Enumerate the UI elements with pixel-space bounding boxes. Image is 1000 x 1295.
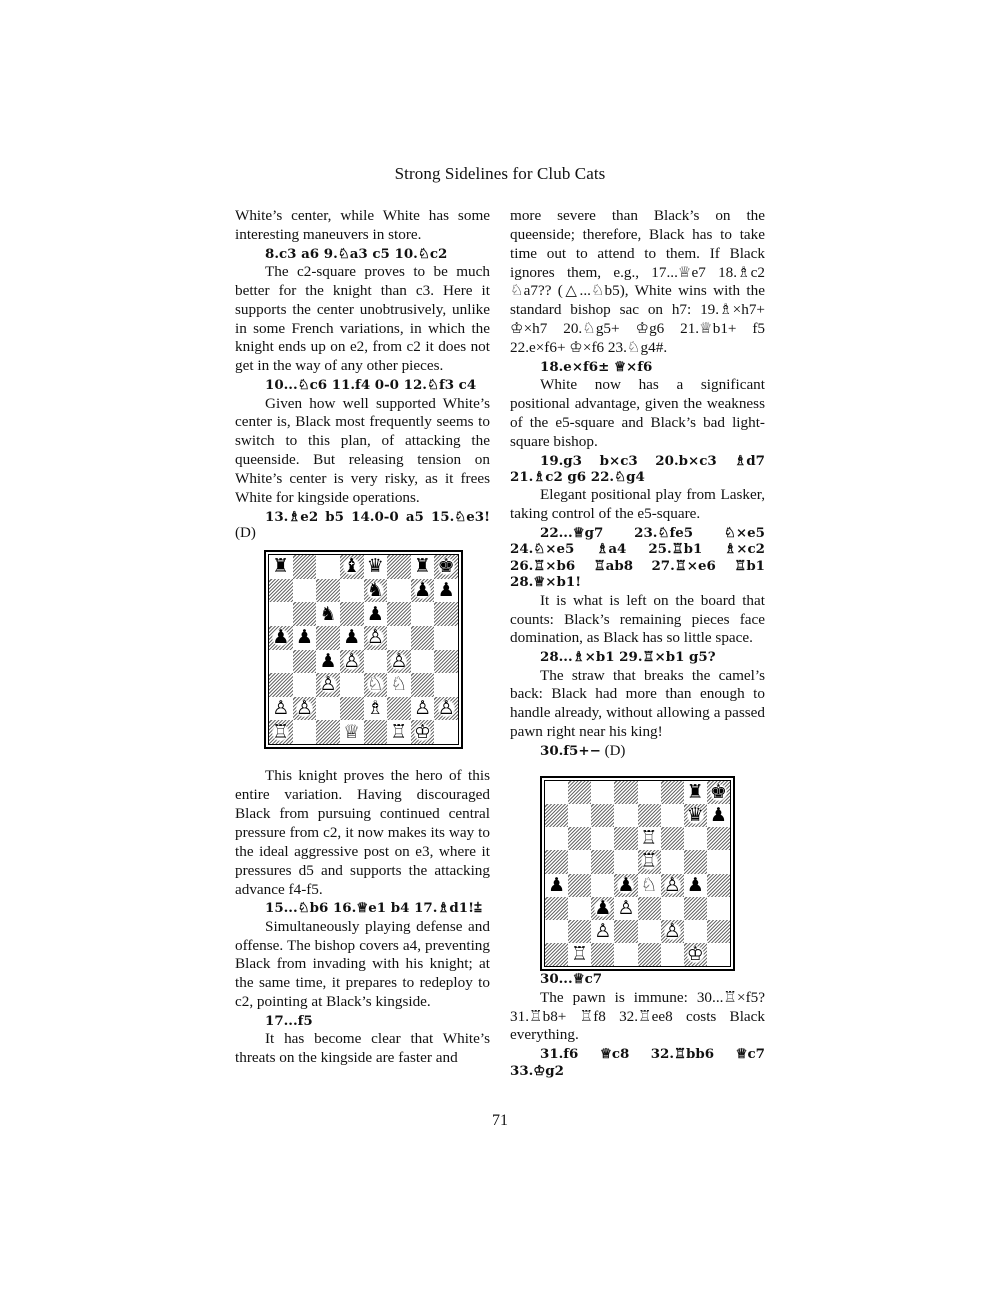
- board-square: [434, 650, 458, 674]
- board-square: [568, 804, 591, 827]
- board-square: [316, 555, 340, 579]
- white-bishop-icon: ♗: [366, 697, 384, 720]
- board-square: [568, 827, 591, 850]
- black-pawn-icon: ♟: [548, 873, 566, 896]
- move-text: 31.f6 ♕c8 32.♖bb6 ♕c7 33.♔g2: [510, 1046, 765, 1079]
- board-square: [684, 943, 707, 966]
- white-pawn-icon: ♙: [663, 919, 681, 942]
- move-text: 15...♘b6 16.♕e1 b4 17.♗d1!⩲: [265, 900, 482, 917]
- black-rook-icon: ♜: [686, 781, 704, 804]
- black-pawn-icon: ♟: [437, 578, 455, 601]
- board-square: [568, 943, 591, 966]
- move-line: [510, 359, 765, 375]
- board-square: [684, 850, 707, 873]
- board-square: [411, 602, 435, 626]
- board-square: [364, 602, 388, 626]
- move-line: [510, 743, 765, 759]
- board-square: [293, 673, 317, 697]
- white-king-icon: ♔: [414, 720, 432, 743]
- white-pawn-icon: ♙: [272, 697, 290, 720]
- body-paragraph: It has become clear that White’s threats on the kingside are faster and: [235, 1030, 490, 1067]
- white-pawn-icon: ♙: [366, 626, 384, 649]
- board-square: [364, 626, 388, 650]
- board-square: [638, 781, 661, 804]
- black-pawn-icon: ♟: [295, 626, 313, 649]
- white-pawn-icon: ♙: [295, 697, 313, 720]
- black-rook-icon: ♜: [272, 555, 290, 578]
- body-paragraph: It is what is left on the board that counts: Black’s remaining pieces face domination, as Black has so little space.: [510, 591, 765, 647]
- board-square: [614, 804, 637, 827]
- white-pawn-icon: ♙: [390, 649, 408, 672]
- board-square: [364, 650, 388, 674]
- board-square: [545, 920, 568, 943]
- board-square: [434, 555, 458, 579]
- board-square: [591, 920, 614, 943]
- board-square: [340, 650, 364, 674]
- board-square: [434, 720, 458, 744]
- board-square: [293, 602, 317, 626]
- board-square: [614, 850, 637, 873]
- board-square: [568, 850, 591, 873]
- white-rook-icon: ♖: [390, 720, 408, 743]
- board-square: [269, 673, 293, 697]
- board-square: [269, 626, 293, 650]
- board-square: [434, 697, 458, 721]
- black-pawn-icon: ♟: [414, 578, 432, 601]
- board-square: [661, 897, 684, 920]
- board-square: [316, 697, 340, 721]
- black-pawn-icon: ♟: [272, 626, 290, 649]
- diagram-marker: (D): [235, 525, 256, 542]
- black-pawn-icon: ♟: [366, 602, 384, 625]
- board-square: [340, 602, 364, 626]
- board-square: [293, 697, 317, 721]
- board-square: [707, 827, 730, 850]
- board-square: [364, 720, 388, 744]
- move-line: [235, 1013, 490, 1029]
- board-square: [387, 579, 411, 603]
- white-pawn-icon: ♙: [319, 673, 337, 696]
- move-text: 8.c3 a6 9.♘a3 c5 10.♘c2: [265, 245, 448, 262]
- board-square: [591, 943, 614, 966]
- board-square: [661, 850, 684, 873]
- board-square: [684, 781, 707, 804]
- chess-diagram-2: [544, 780, 731, 967]
- page-number: 71: [492, 1112, 508, 1129]
- board-square: [638, 897, 661, 920]
- board-square: [269, 720, 293, 744]
- board-square: [364, 579, 388, 603]
- move-line: [510, 649, 765, 665]
- board-square: [387, 626, 411, 650]
- move-text: 17...f5: [265, 1012, 313, 1029]
- board-square: [316, 650, 340, 674]
- board-square: [568, 781, 591, 804]
- board-square: [638, 850, 661, 873]
- board-square: [411, 579, 435, 603]
- board-square: [411, 720, 435, 744]
- board-square: [293, 626, 317, 650]
- board-square: [387, 602, 411, 626]
- body-paragraph: The straw that breaks the camel’s back: Black had more than enough to handle already, without allowing a passed pawn right near his king!: [510, 666, 765, 741]
- move-text: 13.♗e2 b5 14.0-0 a5 15.♘e3!: [265, 508, 490, 525]
- board-square: [340, 555, 364, 579]
- board-square: [293, 650, 317, 674]
- white-pawn-icon: ♙: [594, 919, 612, 942]
- board-square: [591, 827, 614, 850]
- move-text: 18.e×f6± ♕×f6: [540, 358, 653, 375]
- board-square: [387, 720, 411, 744]
- white-knight-icon: ♘: [366, 673, 384, 696]
- board-square: [545, 781, 568, 804]
- board-square: [614, 827, 637, 850]
- board-square: [545, 804, 568, 827]
- board-square: [269, 602, 293, 626]
- board-square: [638, 827, 661, 850]
- diagram-marker: (D): [600, 742, 626, 759]
- board-square: [684, 920, 707, 943]
- board-square: [434, 602, 458, 626]
- board-square: [707, 781, 730, 804]
- white-rook-icon: ♖: [640, 827, 658, 850]
- move-text: 19.g3 b×c3 20.b×c3 ♗d7 21.♗c2 g6 22.♘g4: [510, 452, 765, 485]
- board-square: [684, 874, 707, 897]
- move-line: [510, 971, 765, 987]
- board-square: [411, 697, 435, 721]
- move-text: 10...♘c6 11.f4 0-0 12.♘f3 c4: [265, 377, 477, 394]
- black-queen-icon: ♛: [366, 555, 384, 578]
- board-square: [293, 555, 317, 579]
- board-square: [340, 626, 364, 650]
- white-rook-icon: ♖: [571, 942, 589, 965]
- board-square: [364, 555, 388, 579]
- body-paragraph: Simultaneously playing defense and offense. The bishop covers a4, preventing Black from invading with his knight; at the same time, it prepares to redeploy to c2, pointing at Black’s kingside.: [235, 917, 490, 1011]
- chess-diagram-1: [268, 554, 459, 745]
- board-square: [684, 827, 707, 850]
- board-square: [364, 697, 388, 721]
- board-square: [434, 579, 458, 603]
- board-square: [340, 720, 364, 744]
- move-line: [235, 246, 490, 262]
- board-square: [568, 920, 591, 943]
- black-pawn-icon: ♟: [319, 649, 337, 672]
- white-queen-icon: ♕: [343, 720, 361, 743]
- white-pawn-icon: ♙: [414, 697, 432, 720]
- move-line: [235, 377, 490, 393]
- white-rook-icon: ♖: [272, 720, 290, 743]
- board-square: [545, 897, 568, 920]
- board-square: [591, 781, 614, 804]
- white-rook-icon: ♖: [640, 850, 658, 873]
- move-line: [235, 900, 490, 916]
- board-square: [340, 579, 364, 603]
- board-square: [684, 897, 707, 920]
- board-square: [387, 697, 411, 721]
- board-square: [614, 920, 637, 943]
- board-square: [434, 626, 458, 650]
- board-square: [545, 827, 568, 850]
- board-square: [387, 673, 411, 697]
- move-line: [510, 525, 765, 591]
- board-square: [545, 943, 568, 966]
- board-square: [591, 897, 614, 920]
- board-square: [707, 850, 730, 873]
- white-king-icon: ♔: [686, 942, 704, 965]
- body-paragraph: White now has a significant positional advantage, given the weakness of the e5-square and Black’s bad light-square bishop.: [510, 376, 765, 450]
- body-paragraph: White’s center, while White has some interesting maneuvers in store.: [235, 207, 490, 243]
- white-pawn-icon: ♙: [343, 649, 361, 672]
- white-pawn-icon: ♙: [663, 873, 681, 896]
- board-square: [661, 804, 684, 827]
- board-square: [638, 804, 661, 827]
- board-square: [707, 804, 730, 827]
- black-pawn-icon: ♟: [709, 804, 727, 827]
- board-square: [614, 874, 637, 897]
- body-paragraph: This knight proves the hero of this entire variation. Having discouraged Black from pursuing continued central pressure from c2, it now makes its way to the ideal aggressive post on e3, where it pressures d5 and supports the attacking advance f4-f5.: [235, 767, 490, 898]
- board-square: [269, 697, 293, 721]
- white-pawn-icon: ♙: [437, 697, 455, 720]
- board-square: [591, 874, 614, 897]
- black-king-icon: ♚: [709, 781, 727, 804]
- black-pawn-icon: ♟: [617, 873, 635, 896]
- board-square: [568, 897, 591, 920]
- board-square: [661, 943, 684, 966]
- board-square: [411, 650, 435, 674]
- board-square: [316, 602, 340, 626]
- board-square: [316, 673, 340, 697]
- board-square: [269, 579, 293, 603]
- body-paragraph: The c2-square proves to be much better for the knight than c3. Here it supports the center unobtrusively, unlike in some French variations, in which the knight ends up on e2, from c2 it does not get in the way of any other pieces.: [235, 263, 490, 375]
- move-line: [510, 453, 765, 486]
- move-line: [235, 509, 490, 542]
- black-king-icon: ♚: [437, 555, 455, 578]
- running-header: Strong Sidelines for Club Cats: [394, 164, 606, 183]
- board-square: [411, 673, 435, 697]
- board-square: [614, 943, 637, 966]
- board-square: [661, 920, 684, 943]
- board-square: [387, 555, 411, 579]
- board-square: [411, 626, 435, 650]
- move-text: 30...♕c7: [540, 971, 603, 988]
- board-square: [568, 874, 591, 897]
- body-paragraph: Given how well supported White’s center is, Black most frequently seems to switch to this plan, of attacking the queenside. But releasing tension on White’s center is very risky, as it frees White for kingside operations.: [235, 394, 490, 506]
- white-pawn-icon: ♙: [617, 896, 635, 919]
- black-pawn-icon: ♟: [343, 626, 361, 649]
- board-square: [614, 897, 637, 920]
- body-paragraph: The pawn is immune: 30...♖×f5? 31.♖b8+ ♖f8 32.♖ee8 costs Black everything.: [510, 988, 765, 1044]
- board-square: [434, 673, 458, 697]
- black-rook-icon: ♜: [414, 555, 432, 578]
- body-paragraph: more severe than Black’s on the queenside; therefore, Black has to take time out to attend to them. If Black ignores them, e.g., 17...♕e7 18.♗c2 ♘a7?? (△...♘b5), White wins with the standard bishop sac on h7: 19.♗×h7+ ♔×h7 20.♘g5+ ♔g6 21.♕b1+ f5 22.e×f6+ ♔×f6 23.♘g4#.: [510, 207, 765, 356]
- board-square: [316, 626, 340, 650]
- board-square: [707, 920, 730, 943]
- black-bishop-icon: ♝: [343, 555, 361, 578]
- board-square: [269, 650, 293, 674]
- board-square: [661, 781, 684, 804]
- board-square: [661, 827, 684, 850]
- white-knight-icon: ♘: [640, 873, 658, 896]
- board-square: [707, 897, 730, 920]
- board-square: [316, 720, 340, 744]
- board-square: [387, 650, 411, 674]
- board-square: [638, 920, 661, 943]
- board-square: [316, 579, 340, 603]
- board-square: [269, 555, 293, 579]
- board-square: [340, 673, 364, 697]
- board-square: [638, 874, 661, 897]
- move-line: [510, 1046, 765, 1079]
- board-square: [707, 943, 730, 966]
- board-square: [614, 781, 637, 804]
- black-pawn-icon: ♟: [686, 873, 704, 896]
- black-knight-icon: ♞: [319, 602, 337, 625]
- board-square: [707, 874, 730, 897]
- move-text: 28...♗×b1 29.♖×b1 g5?: [540, 649, 716, 666]
- board-square: [293, 720, 317, 744]
- black-knight-icon: ♞: [366, 578, 384, 601]
- board-square: [638, 943, 661, 966]
- black-pawn-icon: ♟: [594, 896, 612, 919]
- board-square: [684, 804, 707, 827]
- body-paragraph: Elegant positional play from Lasker, taking control of the e5-square.: [510, 486, 765, 523]
- board-square: [293, 579, 317, 603]
- board-square: [340, 697, 364, 721]
- white-knight-icon: ♘: [390, 673, 408, 696]
- move-text: 30.f5+−: [540, 742, 601, 759]
- board-square: [364, 673, 388, 697]
- board-square: [411, 555, 435, 579]
- black-queen-icon: ♛: [686, 804, 704, 827]
- move-text: 22...♕g7 23.♘fe5 ♘×e5 24.♘×e5 ♗a4 25.♖b1 ♗×c2 26.♖×b6 ♖ab8 27.♖×e6 ♖b1 28.♕×b1!: [510, 525, 765, 591]
- board-square: [591, 804, 614, 827]
- board-square: [545, 850, 568, 873]
- board-square: [591, 850, 614, 873]
- board-square: [661, 874, 684, 897]
- board-square: [545, 874, 568, 897]
